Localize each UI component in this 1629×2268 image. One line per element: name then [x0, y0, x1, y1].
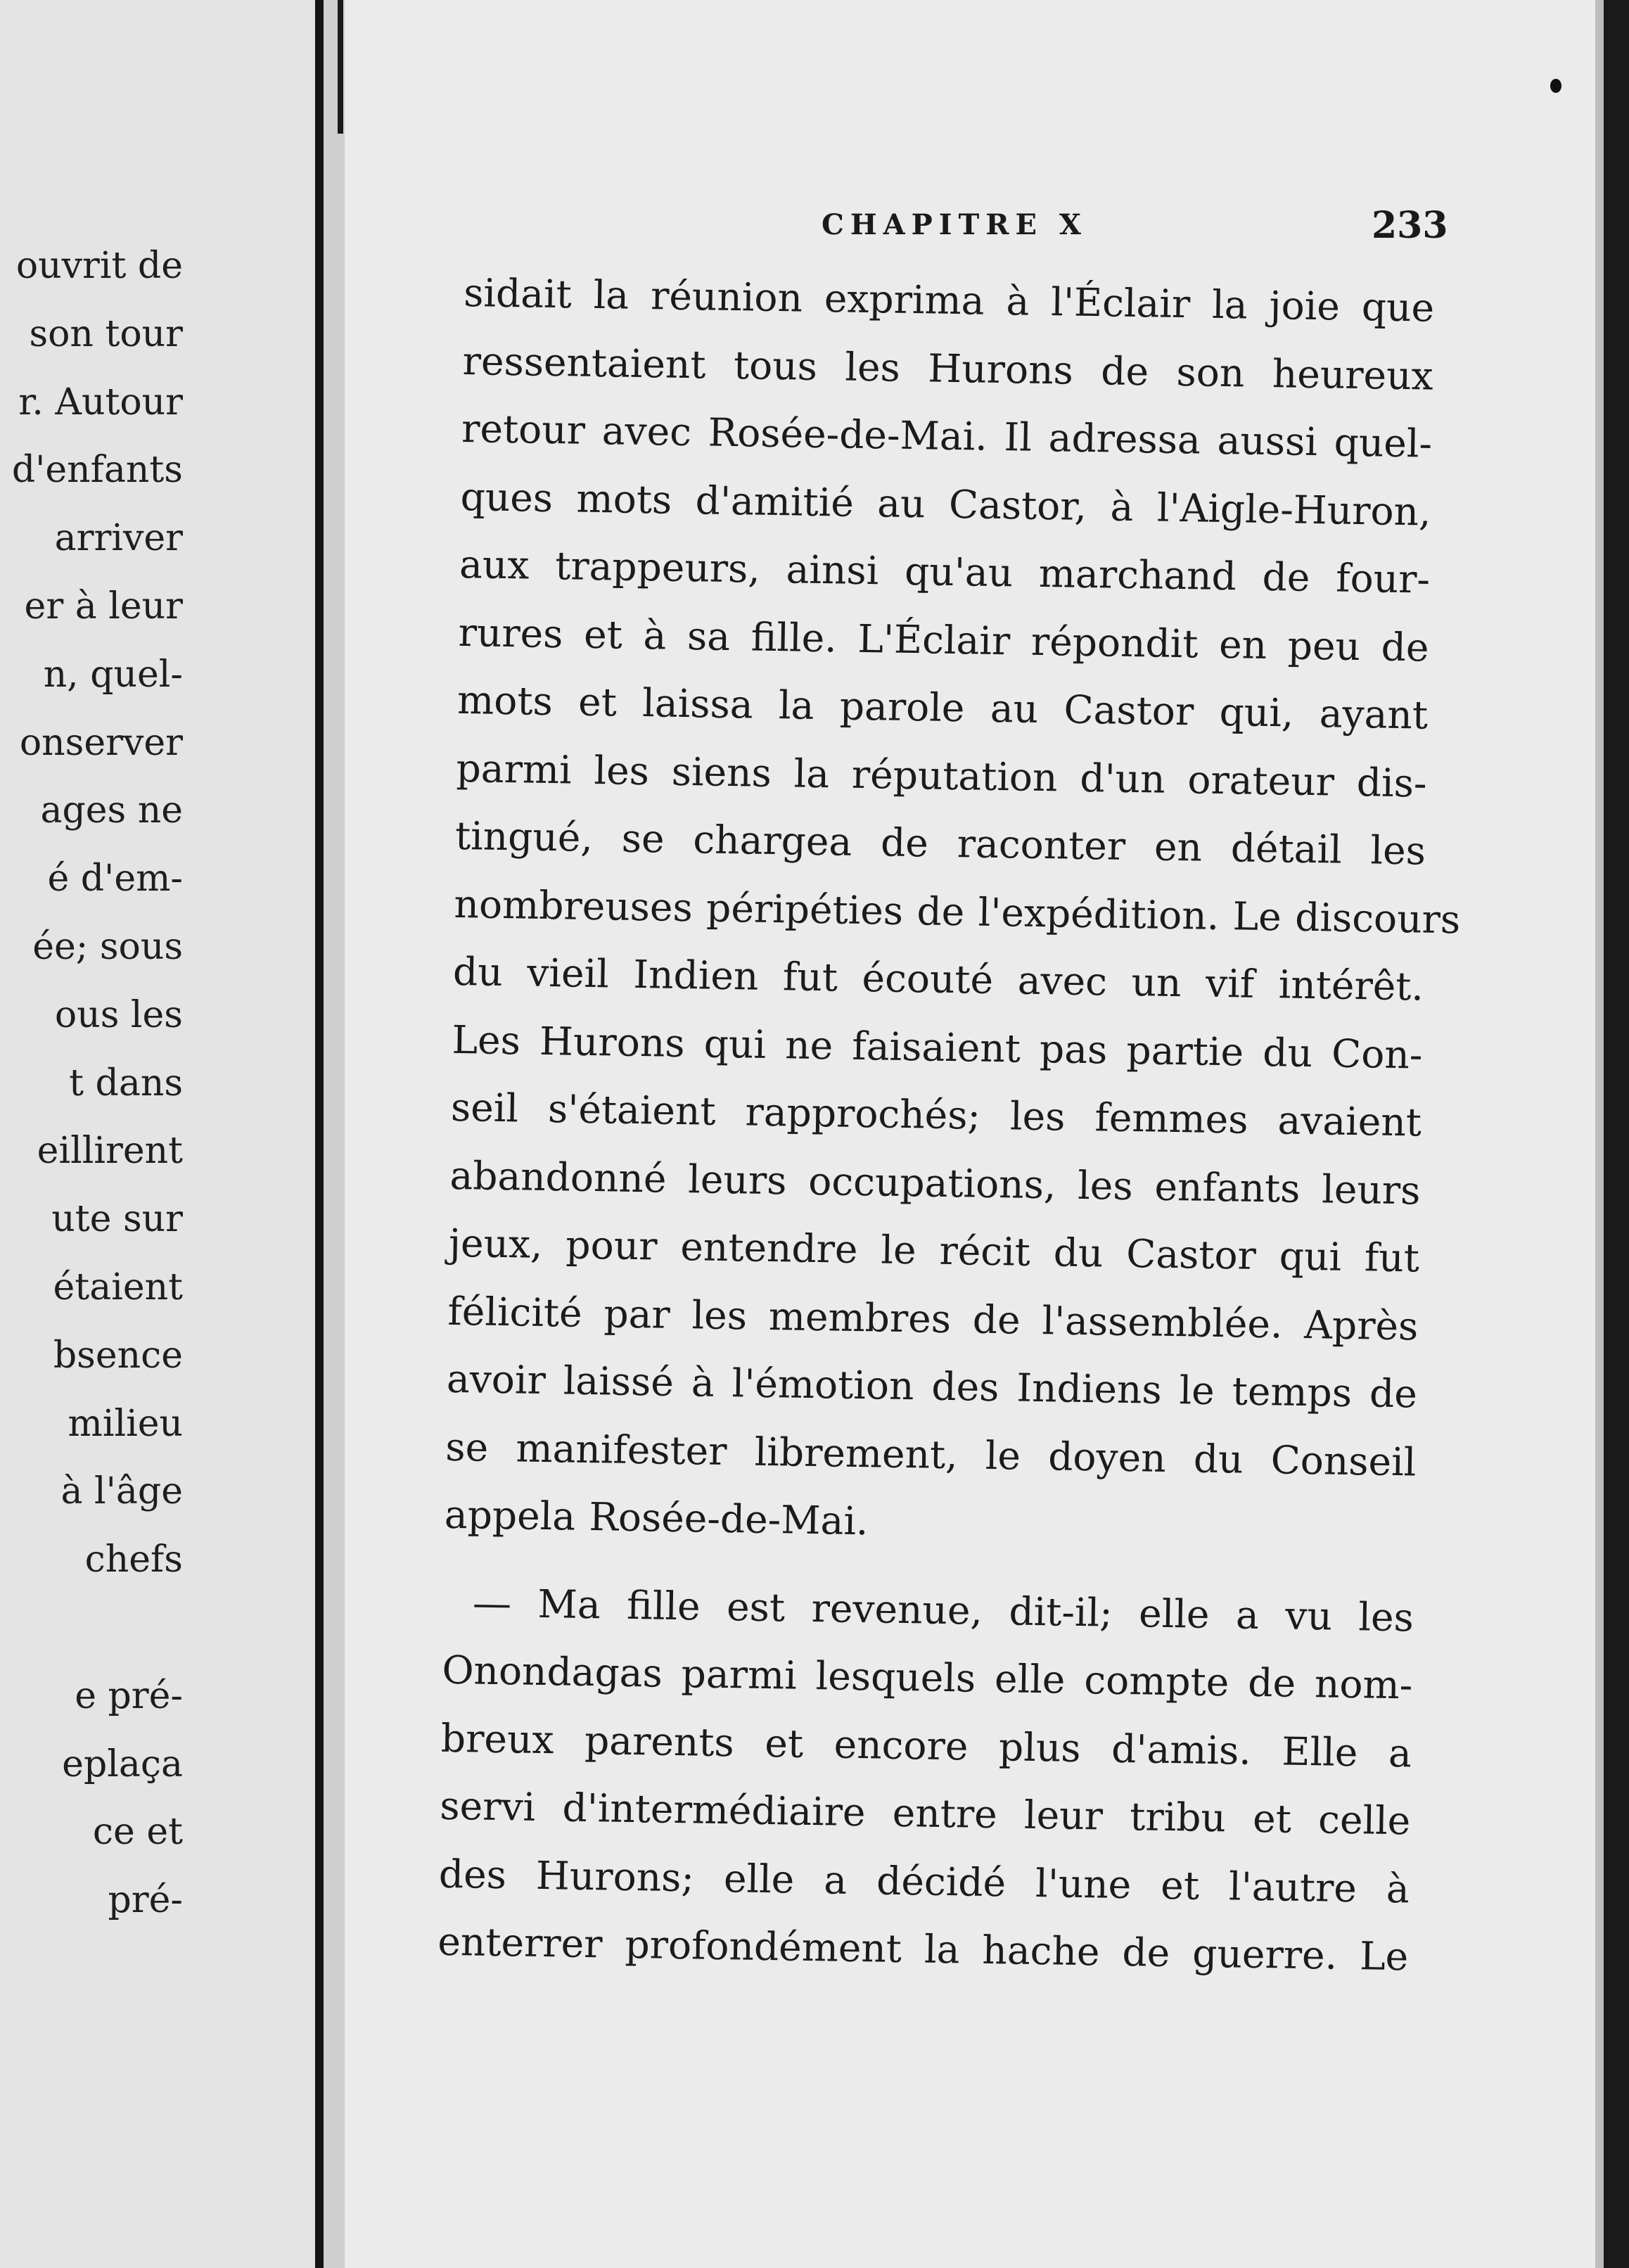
text-line: félicité par les membres de l'assemblée. Après	[447, 1288, 1419, 1349]
text-line: avoir laissé à l'émotion des Indiens le temps de	[446, 1356, 1418, 1417]
previous-page-line: ute sur	[51, 1198, 183, 1241]
previous-page-line: à l'âge	[60, 1470, 183, 1513]
text-line: aux trappeurs, ainsi qu'au marchand de four-	[459, 541, 1431, 602]
previous-page-line: chefs	[84, 1538, 183, 1581]
page-number: 233	[1372, 204, 1448, 247]
previous-page-blank-line	[0, 1594, 183, 1662]
book-gutter-edge	[338, 0, 343, 134]
previous-page-line: d'enfants	[11, 449, 183, 492]
gutter-shadow	[324, 0, 345, 2268]
text-line: parmi les siens la réputation d'un orateur dis-	[456, 745, 1427, 806]
previous-page-line: ouvrit de	[15, 245, 183, 287]
text-line: se manifester librement, le doyen du Conseil	[445, 1424, 1417, 1484]
previous-page-line: milieu	[68, 1402, 183, 1445]
page-body-text	[437, 259, 1461, 1991]
previous-page-line: onserver	[19, 721, 183, 764]
previous-page-text	[0, 232, 183, 1935]
running-header: CHAPITRE X	[822, 208, 1087, 241]
previous-page-line: arriver	[54, 517, 183, 560]
previous-page-line: n, quel-	[43, 653, 183, 696]
previous-page-line: étaient	[53, 1266, 183, 1308]
previous-page-line: ages ne	[40, 789, 183, 832]
previous-page-line: ce et	[92, 1811, 183, 1854]
text-line: jeux, pour entendre le récit du Castor qui fut	[448, 1220, 1420, 1281]
text-line: des Hurons; elle a décidé l'une et l'autre à	[438, 1851, 1410, 1911]
previous-page-line: e pré-	[75, 1674, 183, 1717]
text-line: retour avec Rosée-de-Mai. Il adressa aussi quel-	[461, 405, 1433, 466]
text-line: du vieil Indien fut écouté avec un vif intérêt.	[452, 948, 1424, 1009]
text-line: rures et à sa fille. L'Éclair répondit en peu de	[458, 609, 1429, 670]
previous-page-line: ous les	[54, 993, 183, 1036]
text-line: breux parents et encore plus d'amis. Elle a	[440, 1715, 1412, 1776]
text-line: tingué, se chargea de raconter en détail les	[454, 813, 1426, 874]
text-line: mots et laissa la parole au Castor qui, ayant	[456, 677, 1429, 738]
previous-page-line: eplaça	[62, 1743, 183, 1785]
text-line: appela Rosée-de-Mai.	[444, 1491, 869, 1544]
book-gutter	[315, 0, 324, 2268]
text-line: Onondagas parmi lesquels elle compte de nom-	[441, 1647, 1413, 1708]
text-line: enterrer profondément la hache de guerre. Le	[437, 1918, 1409, 1980]
previous-page-line: ée; sous	[32, 925, 183, 968]
previous-page-line: pré-	[108, 1879, 183, 1922]
previous-page-line: r. Autour	[18, 381, 183, 423]
page-edge-shadow	[1595, 0, 1604, 2268]
previous-page-line: er à leur	[24, 585, 183, 627]
previous-page	[0, 0, 315, 2268]
ink-spot	[1550, 79, 1561, 93]
page-edge	[1604, 0, 1629, 2268]
previous-page-line: eillirent	[37, 1130, 183, 1173]
text-line: seil s'étaient rapprochés; les femmes avaient	[450, 1084, 1422, 1145]
previous-page-line: bsence	[53, 1334, 183, 1377]
previous-page-line: son tour	[29, 312, 183, 355]
text-line: ques mots d'amitié au Castor, à l'Aigle-Huron,	[460, 473, 1432, 535]
previous-page-line: é d'em-	[47, 858, 183, 900]
text-line: ressentaient tous les Hurons de son heureux	[462, 338, 1434, 399]
text-line: sidait la réunion exprima à l'Éclair la joie que	[463, 269, 1435, 331]
text-line: Les Hurons qui ne faisaient pas partie du Con-	[452, 1017, 1423, 1078]
previous-page-line: t dans	[69, 1062, 183, 1104]
text-line: — Ma fille est revenue, dit-il; elle a vu les	[472, 1579, 1414, 1640]
text-line: abandonné leurs occupations, les enfants leurs	[449, 1152, 1421, 1213]
text-line: nombreuses péripéties de l'expédition. Le discours	[454, 881, 1461, 942]
text-line: servi d'intermédiaire entre leur tribu et celle	[439, 1783, 1411, 1844]
